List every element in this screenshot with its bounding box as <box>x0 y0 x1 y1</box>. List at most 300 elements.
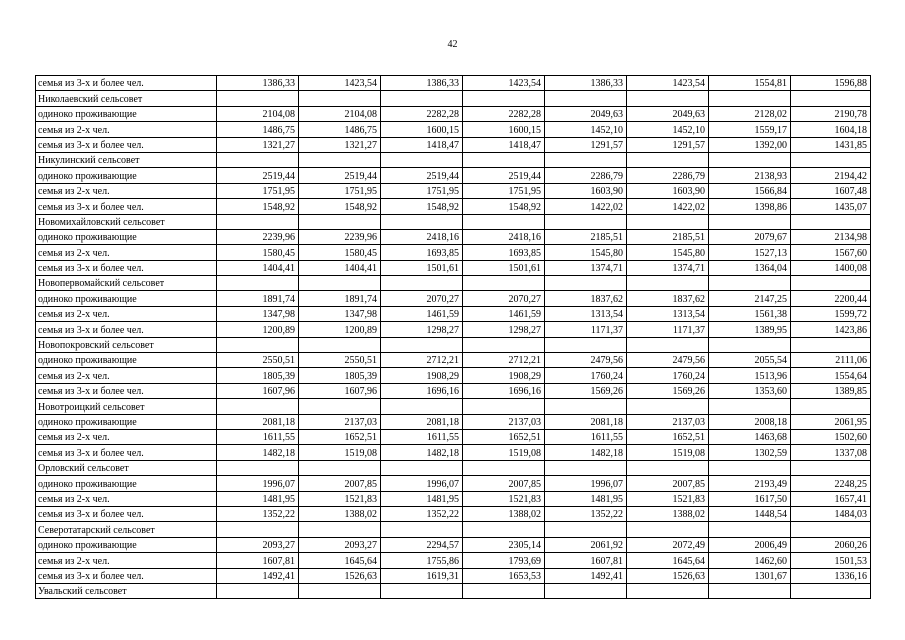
value-cell: 1422,02 <box>545 199 627 214</box>
empty-cell <box>709 399 791 414</box>
empty-cell <box>299 337 381 352</box>
value-cell: 1435,07 <box>791 199 871 214</box>
section-header-row <box>36 460 871 475</box>
value-cell: 1751,95 <box>299 183 381 198</box>
empty-cell <box>299 460 381 475</box>
empty-cell <box>217 460 299 475</box>
value-cell: 1398,86 <box>709 199 791 214</box>
section-header-row <box>36 337 871 352</box>
value-cell: 1321,27 <box>217 137 299 152</box>
value-cell: 1652,51 <box>299 429 381 444</box>
value-cell: 2190,78 <box>791 106 871 121</box>
value-cell: 1389,85 <box>791 383 871 398</box>
row-label-cell: семья из 3-х и более чел. <box>36 199 217 214</box>
value-cell: 1423,86 <box>791 322 871 337</box>
value-cell: 2049,63 <box>627 106 709 121</box>
value-cell: 1566,84 <box>709 183 791 198</box>
value-cell: 2134,98 <box>791 229 871 244</box>
row-label-cell: семья из 3-х и более чел. <box>36 383 217 398</box>
value-cell: 2282,28 <box>381 106 463 121</box>
row-label-cell: одиноко проживающие <box>36 414 217 429</box>
value-cell: 1526,63 <box>299 568 381 583</box>
value-cell: 2006,49 <box>709 537 791 552</box>
value-cell: 1463,68 <box>709 429 791 444</box>
value-cell: 1599,72 <box>791 306 871 321</box>
value-cell: 1891,74 <box>217 291 299 306</box>
value-cell: 1908,29 <box>463 368 545 383</box>
row-label-cell: семья из 2-х чел. <box>36 429 217 444</box>
value-cell: 1461,59 <box>463 306 545 321</box>
value-cell: 2111,06 <box>791 353 871 368</box>
row-label-cell: одиноко проживающие <box>36 291 217 306</box>
section-header-row <box>36 152 871 167</box>
value-cell: 2519,44 <box>299 168 381 183</box>
value-cell: 1347,98 <box>299 306 381 321</box>
value-cell: 1611,55 <box>217 429 299 444</box>
value-cell: 1607,48 <box>791 183 871 198</box>
empty-cell <box>217 214 299 229</box>
value-cell: 1837,62 <box>545 291 627 306</box>
empty-cell <box>299 276 381 291</box>
value-cell: 1891,74 <box>299 291 381 306</box>
value-cell: 1805,39 <box>217 368 299 383</box>
value-cell: 1521,83 <box>463 491 545 506</box>
table-row <box>36 76 871 91</box>
empty-cell <box>627 214 709 229</box>
page-number: 42 <box>447 39 458 50</box>
value-cell: 2070,27 <box>381 291 463 306</box>
value-cell: 2550,51 <box>299 353 381 368</box>
value-cell: 2007,85 <box>627 476 709 491</box>
value-cell: 1652,51 <box>463 429 545 444</box>
table-row <box>36 183 871 198</box>
value-cell: 1548,92 <box>463 199 545 214</box>
section-header-row <box>36 583 871 598</box>
empty-cell <box>463 522 545 537</box>
empty-cell <box>627 152 709 167</box>
value-cell: 1200,89 <box>217 322 299 337</box>
table-row <box>36 199 871 214</box>
empty-cell <box>381 276 463 291</box>
value-cell: 2479,56 <box>545 353 627 368</box>
empty-cell <box>791 460 871 475</box>
value-cell: 1481,95 <box>545 491 627 506</box>
empty-cell <box>381 583 463 598</box>
empty-cell <box>381 522 463 537</box>
empty-cell <box>217 276 299 291</box>
value-cell: 1422,02 <box>627 199 709 214</box>
value-cell: 1604,18 <box>791 122 871 137</box>
section-header-row <box>36 276 871 291</box>
value-cell: 2081,18 <box>381 414 463 429</box>
value-cell: 1607,81 <box>217 553 299 568</box>
value-cell: 2081,18 <box>217 414 299 429</box>
value-cell: 2519,44 <box>381 168 463 183</box>
empty-cell <box>381 399 463 414</box>
empty-cell <box>217 91 299 106</box>
value-cell: 1418,47 <box>381 137 463 152</box>
value-cell: 1486,75 <box>299 122 381 137</box>
empty-cell <box>381 91 463 106</box>
value-cell: 1554,64 <box>791 368 871 383</box>
row-label-cell: семья из 3-х и более чел. <box>36 322 217 337</box>
row-label-cell: семья из 2-х чел. <box>36 306 217 321</box>
value-cell: 2128,02 <box>709 106 791 121</box>
value-cell: 2294,57 <box>381 537 463 552</box>
value-cell: 1519,08 <box>463 445 545 460</box>
value-cell: 2519,44 <box>463 168 545 183</box>
empty-cell <box>791 522 871 537</box>
section-name-cell: Северотатарский сельсовет <box>36 522 217 537</box>
empty-cell <box>299 522 381 537</box>
value-cell: 1374,71 <box>545 260 627 275</box>
value-cell: 2061,92 <box>545 537 627 552</box>
table-row <box>36 537 871 552</box>
section-name-cell: Орловский сельсовет <box>36 460 217 475</box>
value-cell: 1302,59 <box>709 445 791 460</box>
value-cell: 1386,33 <box>545 76 627 91</box>
value-cell: 1482,18 <box>217 445 299 460</box>
value-cell: 2194,42 <box>791 168 871 183</box>
empty-cell <box>463 214 545 229</box>
empty-cell <box>627 460 709 475</box>
value-cell: 1171,37 <box>545 322 627 337</box>
value-cell: 1404,41 <box>299 260 381 275</box>
empty-cell <box>627 276 709 291</box>
table-row <box>36 383 871 398</box>
empty-cell <box>545 522 627 537</box>
value-cell: 1519,08 <box>299 445 381 460</box>
value-cell: 1171,37 <box>627 322 709 337</box>
value-cell: 1452,10 <box>627 122 709 137</box>
value-cell: 1755,86 <box>381 553 463 568</box>
value-cell: 1513,96 <box>709 368 791 383</box>
table-row <box>36 553 871 568</box>
empty-cell <box>545 214 627 229</box>
value-cell: 2147,25 <box>709 291 791 306</box>
value-cell: 1388,02 <box>627 506 709 521</box>
value-cell: 2286,79 <box>627 168 709 183</box>
empty-cell <box>709 522 791 537</box>
row-label-cell: одиноко проживающие <box>36 106 217 121</box>
empty-cell <box>381 337 463 352</box>
value-cell: 1561,38 <box>709 306 791 321</box>
section-name-cell: Никулинский сельсовет <box>36 152 217 167</box>
empty-cell <box>627 399 709 414</box>
value-cell: 1452,10 <box>545 122 627 137</box>
empty-cell <box>545 399 627 414</box>
value-cell: 1337,08 <box>791 445 871 460</box>
row-label-cell: одиноко проживающие <box>36 537 217 552</box>
value-cell: 1693,85 <box>381 245 463 260</box>
value-cell: 2072,49 <box>627 537 709 552</box>
value-cell: 1386,33 <box>217 76 299 91</box>
row-label-cell: семья из 2-х чел. <box>36 491 217 506</box>
table-row <box>36 306 871 321</box>
empty-cell <box>627 522 709 537</box>
value-cell: 1548,92 <box>381 199 463 214</box>
empty-cell <box>217 583 299 598</box>
value-cell: 1603,90 <box>545 183 627 198</box>
value-cell: 2093,27 <box>217 537 299 552</box>
empty-cell <box>217 522 299 537</box>
empty-cell <box>463 583 545 598</box>
empty-cell <box>545 91 627 106</box>
table-row <box>36 106 871 121</box>
empty-cell <box>463 152 545 167</box>
value-cell: 2137,03 <box>299 414 381 429</box>
value-cell: 1502,60 <box>791 429 871 444</box>
section-name-cell: Николаевский сельсовет <box>36 91 217 106</box>
value-cell: 1492,41 <box>217 568 299 583</box>
value-cell: 1352,22 <box>381 506 463 521</box>
section-header-row <box>36 399 871 414</box>
empty-cell <box>299 152 381 167</box>
value-cell: 1404,41 <box>217 260 299 275</box>
tariff-table-body <box>36 76 871 599</box>
value-cell: 2079,67 <box>709 229 791 244</box>
value-cell: 1321,27 <box>299 137 381 152</box>
table-row <box>36 168 871 183</box>
table-row <box>36 291 871 306</box>
value-cell: 2061,95 <box>791 414 871 429</box>
table-row <box>36 414 871 429</box>
table-row <box>36 368 871 383</box>
value-cell: 1617,50 <box>709 491 791 506</box>
value-cell: 2418,16 <box>463 229 545 244</box>
value-cell: 1519,08 <box>627 445 709 460</box>
value-cell: 1527,13 <box>709 245 791 260</box>
row-label-cell: семья из 3-х и более чел. <box>36 76 217 91</box>
value-cell: 1545,80 <box>545 245 627 260</box>
row-label-cell: семья из 2-х чел. <box>36 183 217 198</box>
value-cell: 1347,98 <box>217 306 299 321</box>
value-cell: 2248,25 <box>791 476 871 491</box>
value-cell: 1837,62 <box>627 291 709 306</box>
value-cell: 1996,07 <box>545 476 627 491</box>
value-cell: 2104,08 <box>299 106 381 121</box>
section-header-row <box>36 522 871 537</box>
empty-cell <box>791 214 871 229</box>
value-cell: 1291,57 <box>545 137 627 152</box>
empty-cell <box>709 583 791 598</box>
table-row <box>36 229 871 244</box>
row-label-cell: семья из 2-х чел. <box>36 245 217 260</box>
row-label-cell: семья из 2-х чел. <box>36 553 217 568</box>
empty-cell <box>381 152 463 167</box>
value-cell: 1645,64 <box>299 553 381 568</box>
row-label-cell: семья из 2-х чел. <box>36 368 217 383</box>
row-label-cell: одиноко проживающие <box>36 168 217 183</box>
value-cell: 2093,27 <box>299 537 381 552</box>
value-cell: 1607,96 <box>299 383 381 398</box>
value-cell: 2137,03 <box>627 414 709 429</box>
empty-cell <box>709 214 791 229</box>
value-cell: 1423,54 <box>627 76 709 91</box>
value-cell: 2479,56 <box>627 353 709 368</box>
value-cell: 1301,67 <box>709 568 791 583</box>
section-name-cell: Новомихайловский сельсовет <box>36 214 217 229</box>
value-cell: 2193,49 <box>709 476 791 491</box>
empty-cell <box>463 276 545 291</box>
value-cell: 1482,18 <box>545 445 627 460</box>
value-cell: 2049,63 <box>545 106 627 121</box>
empty-cell <box>791 276 871 291</box>
value-cell: 2712,21 <box>381 353 463 368</box>
value-cell: 1611,55 <box>545 429 627 444</box>
value-cell: 1619,31 <box>381 568 463 583</box>
section-name-cell: Новотроицкий сельсовет <box>36 399 217 414</box>
value-cell: 1569,26 <box>627 383 709 398</box>
value-cell: 1484,03 <box>791 506 871 521</box>
empty-cell <box>627 91 709 106</box>
empty-cell <box>545 152 627 167</box>
table-row <box>36 322 871 337</box>
empty-cell <box>791 399 871 414</box>
empty-cell <box>545 337 627 352</box>
value-cell: 1388,02 <box>463 506 545 521</box>
value-cell: 1400,08 <box>791 260 871 275</box>
value-cell: 2104,08 <box>217 106 299 121</box>
value-cell: 2185,51 <box>545 229 627 244</box>
row-label-cell: одиноко проживающие <box>36 353 217 368</box>
value-cell: 2712,21 <box>463 353 545 368</box>
value-cell: 1545,80 <box>627 245 709 260</box>
value-cell: 1526,63 <box>627 568 709 583</box>
value-cell: 1696,16 <box>463 383 545 398</box>
value-cell: 1760,24 <box>545 368 627 383</box>
empty-cell <box>463 460 545 475</box>
value-cell: 1388,02 <box>299 506 381 521</box>
row-label-cell: семья из 3-х и более чел. <box>36 506 217 521</box>
value-cell: 1580,45 <box>217 245 299 260</box>
table-row <box>36 245 871 260</box>
value-cell: 1336,16 <box>791 568 871 583</box>
value-cell: 2137,03 <box>463 414 545 429</box>
value-cell: 2008,18 <box>709 414 791 429</box>
value-cell: 1996,07 <box>381 476 463 491</box>
value-cell: 1352,22 <box>217 506 299 521</box>
value-cell: 2282,28 <box>463 106 545 121</box>
value-cell: 2239,96 <box>217 229 299 244</box>
value-cell: 2007,85 <box>299 476 381 491</box>
value-cell: 1486,75 <box>217 122 299 137</box>
value-cell: 1448,54 <box>709 506 791 521</box>
empty-cell <box>627 337 709 352</box>
value-cell: 1364,04 <box>709 260 791 275</box>
value-cell: 1996,07 <box>217 476 299 491</box>
empty-cell <box>709 460 791 475</box>
row-label-cell: семья из 3-х и более чел. <box>36 445 217 460</box>
value-cell: 1418,47 <box>463 137 545 152</box>
value-cell: 1462,60 <box>709 553 791 568</box>
empty-cell <box>381 460 463 475</box>
value-cell: 1521,83 <box>299 491 381 506</box>
value-cell: 1200,89 <box>299 322 381 337</box>
table-row <box>36 137 871 152</box>
section-name-cell: Новопервомайский сельсовет <box>36 276 217 291</box>
value-cell: 1607,96 <box>217 383 299 398</box>
empty-cell <box>791 583 871 598</box>
row-label-cell: одиноко проживающие <box>36 229 217 244</box>
value-cell: 2239,96 <box>299 229 381 244</box>
value-cell: 2185,51 <box>627 229 709 244</box>
table-row <box>36 491 871 506</box>
value-cell: 1431,85 <box>791 137 871 152</box>
value-cell: 1481,95 <box>381 491 463 506</box>
value-cell: 1567,60 <box>791 245 871 260</box>
section-header-row <box>36 91 871 106</box>
value-cell: 1559,17 <box>709 122 791 137</box>
empty-cell <box>299 214 381 229</box>
value-cell: 1423,54 <box>463 76 545 91</box>
value-cell: 1353,60 <box>709 383 791 398</box>
empty-cell <box>217 399 299 414</box>
value-cell: 1298,27 <box>381 322 463 337</box>
empty-cell <box>709 91 791 106</box>
value-cell: 1374,71 <box>627 260 709 275</box>
value-cell: 1600,15 <box>463 122 545 137</box>
value-cell: 1596,88 <box>791 76 871 91</box>
value-cell: 1481,95 <box>217 491 299 506</box>
value-cell: 1751,95 <box>381 183 463 198</box>
value-cell: 2200,44 <box>791 291 871 306</box>
value-cell: 2418,16 <box>381 229 463 244</box>
value-cell: 1313,54 <box>627 306 709 321</box>
value-cell: 1501,61 <box>463 260 545 275</box>
value-cell: 1693,85 <box>463 245 545 260</box>
empty-cell <box>217 337 299 352</box>
value-cell: 1392,00 <box>709 137 791 152</box>
value-cell: 2070,27 <box>463 291 545 306</box>
value-cell: 1386,33 <box>381 76 463 91</box>
value-cell: 1607,81 <box>545 553 627 568</box>
table-row <box>36 260 871 275</box>
row-label-cell: семья из 3-х и более чел. <box>36 568 217 583</box>
value-cell: 1501,53 <box>791 553 871 568</box>
value-cell: 1645,64 <box>627 553 709 568</box>
value-cell: 1492,41 <box>545 568 627 583</box>
row-label-cell: семья из 3-х и более чел. <box>36 260 217 275</box>
empty-cell <box>463 399 545 414</box>
empty-cell <box>545 583 627 598</box>
value-cell: 1652,51 <box>627 429 709 444</box>
value-cell: 1657,41 <box>791 491 871 506</box>
value-cell: 1291,57 <box>627 137 709 152</box>
empty-cell <box>791 337 871 352</box>
value-cell: 2519,44 <box>217 168 299 183</box>
empty-cell <box>217 152 299 167</box>
table-row <box>36 445 871 460</box>
value-cell: 1580,45 <box>299 245 381 260</box>
empty-cell <box>709 152 791 167</box>
value-cell: 1423,54 <box>299 76 381 91</box>
row-label-cell: семья из 2-х чел. <box>36 122 217 137</box>
value-cell: 1751,95 <box>217 183 299 198</box>
value-cell: 2305,14 <box>463 537 545 552</box>
value-cell: 2550,51 <box>217 353 299 368</box>
table-row <box>36 429 871 444</box>
value-cell: 2286,79 <box>545 168 627 183</box>
value-cell: 1461,59 <box>381 306 463 321</box>
empty-cell <box>709 337 791 352</box>
empty-cell <box>463 337 545 352</box>
value-cell: 1521,83 <box>627 491 709 506</box>
value-cell: 2007,85 <box>463 476 545 491</box>
value-cell: 1548,92 <box>299 199 381 214</box>
value-cell: 1569,26 <box>545 383 627 398</box>
value-cell: 1653,53 <box>463 568 545 583</box>
